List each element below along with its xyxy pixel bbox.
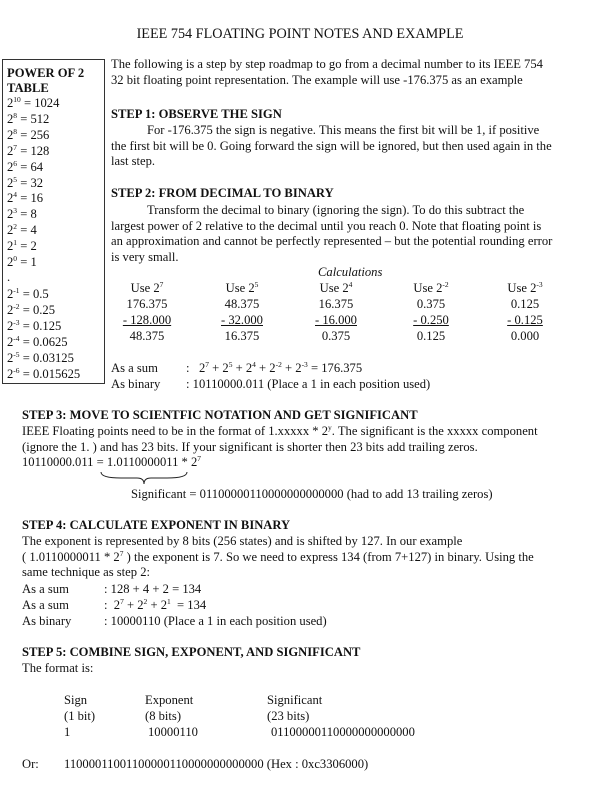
exponent-value: 10000110	[148, 725, 198, 739]
power-exponent: 8	[13, 110, 18, 120]
step2-line-1: Transform the decimal to binary (ignoring the sign). To do this subtract the	[147, 203, 525, 217]
calc-result-value: 48.375	[129, 329, 165, 343]
step2-binary-value: : 10110000.011 (Place a 1 in each position used)	[186, 377, 431, 391]
power-row	[7, 367, 104, 383]
step4-line-2-exp: 7	[119, 548, 124, 558]
exponent-header: Exponent	[145, 693, 194, 707]
exponent-size: (8 bits)	[145, 709, 182, 723]
calc-subtract-value: - 128.000	[122, 313, 172, 327]
calc-use-label	[206, 281, 278, 297]
step4-sum2-value: : $2^7 + 2^2 + 2^1 = 134$	[104, 597, 207, 612]
significant-brace	[99, 470, 189, 486]
power-value: = 0.125	[22, 318, 62, 333]
calc-result-value: 0.000	[510, 329, 540, 343]
power-base: 2	[7, 366, 14, 381]
step2-sum-label: As a sum	[111, 361, 158, 375]
power-base: 2	[7, 143, 14, 158]
power-base: 2	[7, 111, 14, 126]
power-value: = 512	[20, 111, 50, 126]
calc-subtract-value: - 0.250	[413, 313, 449, 327]
significant-header: Significant	[267, 693, 323, 707]
calc-result-value: 16.375	[224, 329, 260, 343]
power-base: 2	[7, 302, 14, 317]
power-row	[7, 128, 104, 144]
step5-format: The format is:	[22, 661, 94, 675]
sign-size: (1 bit)	[64, 709, 96, 723]
step4-binary-label: As binary	[22, 614, 72, 628]
equation-significant-part: 0110000011	[116, 455, 179, 469]
power-exponent: -6	[13, 365, 20, 375]
power-row	[7, 207, 104, 223]
step3-heading: STEP 3: MOVE TO SCIENTFIC NOTATION AND GET SIGNIFICANT	[22, 408, 418, 422]
power-exponent: 2	[13, 222, 18, 232]
calc-use-text: Use 2	[413, 281, 443, 295]
step1-paragraph	[111, 123, 596, 170]
calc-use-label	[111, 281, 183, 297]
power-exponent: 6	[13, 158, 18, 168]
calc-subtract-value: - 0.125	[507, 313, 543, 327]
power-base: 2	[7, 239, 14, 254]
step2-sum-expression: : $2^7 + 2^5 + 2^4 + 2^{-2} + 2^{-3} = 176.375$	[186, 360, 363, 375]
sign-header: Sign	[64, 693, 88, 707]
power-value: = 1024	[23, 96, 60, 110]
power-exponent: -2	[13, 301, 20, 311]
step4-line-2b: ) the exponent is 7. So we need to express 134 (from 7+127) in binary. Using the	[123, 549, 534, 564]
power-exponent: 8	[13, 126, 18, 136]
step2-line-3: an approximation and cannot be perfectly represented – but the potential rounding error	[111, 234, 553, 248]
power-value: = 0.25	[22, 302, 55, 317]
equation-left: 10110000.011 = 1.	[22, 455, 117, 469]
step4-line-1: The exponent is represented by 8 bits (256 states) and is shifted by 127. In our example	[22, 534, 463, 548]
equation-exp: 7	[197, 454, 202, 463]
calculations-title: Calculations	[318, 265, 383, 279]
significant-value: 01100000110000000000000	[271, 725, 415, 739]
step3-line-1	[22, 424, 597, 440]
calc-start-value: 176.375	[126, 297, 168, 311]
calc-start-value: 0.125	[510, 297, 540, 311]
power-value: = 0.0625	[22, 334, 68, 349]
step3-equation	[22, 455, 597, 471]
calc-use-exp: -2	[442, 280, 449, 289]
power-row	[7, 144, 104, 160]
calc-start-value: 48.375	[224, 297, 260, 311]
calc-start-value: 0.375	[416, 297, 446, 311]
power-row	[7, 287, 104, 303]
power-base: 2	[7, 334, 14, 349]
power-row	[7, 96, 104, 112]
power-exponent: -4	[13, 333, 20, 343]
power-row	[7, 112, 104, 128]
power-exponent: 1	[13, 238, 18, 248]
equation-times: * 2	[178, 455, 198, 469]
power-exponent: 7	[13, 142, 18, 152]
step4-heading: STEP 4: CALCULATE EXPONENT IN BINARY	[22, 518, 291, 532]
calc-use-label	[489, 281, 561, 297]
calc-subtract-value: - 16.000	[315, 313, 357, 327]
step3-line-1a: IEEE Floating points need to be in the format of 1.xxxxx * 2	[22, 424, 329, 438]
power-exponent: 5	[13, 174, 18, 184]
calc-use-text: Use 2	[507, 281, 537, 295]
step4-binary-value: : 10000110 (Place a 1 in each position used)	[104, 614, 327, 628]
calc-use-text: Use 2	[319, 281, 349, 295]
power-row	[7, 191, 104, 207]
calc-use-label	[395, 281, 467, 297]
power-value: = 128	[20, 143, 50, 158]
calc-use-label	[300, 281, 372, 297]
calc-result-value: 0.125	[416, 329, 446, 343]
sum2-colon: :	[104, 598, 108, 612]
sign-value: 1	[64, 725, 71, 739]
calc-use-exp: -3	[536, 280, 543, 289]
power-row	[7, 351, 104, 367]
power-base: 2	[7, 223, 14, 238]
calc-use-exp: 7	[159, 280, 164, 289]
power-base: 2	[7, 255, 14, 270]
step2-paragraph	[111, 203, 596, 265]
intro-paragraph	[111, 57, 591, 88]
power-exponent: -1	[13, 285, 20, 295]
power-value: = 32	[20, 175, 44, 190]
step2-line-2: largest power of 2 relative to the decimal until you reach 0. Note that floating point is	[111, 218, 542, 233]
step1-line-3: last step.	[111, 154, 156, 168]
power-value: = 4	[20, 223, 37, 238]
calc-start-value: 16.375	[318, 297, 354, 311]
step5-heading: STEP 5: COMBINE SIGN, EXPONENT, AND SIGNIFICANT	[22, 645, 361, 659]
step3-significant: Significant = 01100000110000000000000 (had to add 13 trailing zeros)	[131, 487, 493, 501]
power-base: 2	[7, 127, 14, 142]
step2-binary-label: As binary	[111, 377, 161, 391]
power-exponent: 10	[13, 95, 21, 104]
power-value: = 1	[20, 255, 37, 270]
step3-paragraph	[22, 424, 597, 471]
intro-line-2: 32 bit floating point representation. The example will use -176.375 as an example	[111, 72, 523, 87]
step4-sum2-label: As a sum	[22, 598, 69, 612]
step2-line-4: is very small.	[111, 249, 179, 264]
power-row	[7, 239, 104, 255]
power-exponent: 0	[13, 254, 18, 264]
step1-line-2: the first bit will be 0. Going forward the sign will be ignored, but then used again in the	[111, 138, 552, 153]
power-row	[7, 223, 104, 239]
calc-subtract-value: - 32.000	[221, 313, 263, 327]
step1-line-1: For -176.375 the sign is negative. This means the first bit will be 1, if positive	[147, 123, 540, 137]
sum-colon: :	[186, 361, 190, 375]
step4-line-3: same technique as step 2:	[22, 565, 150, 579]
power-base: 2	[7, 175, 14, 190]
power-value: = 2	[20, 239, 37, 254]
power-value: = 0.03125	[22, 350, 74, 365]
or-label: Or:	[22, 757, 39, 771]
calc-use-text: Use 2	[225, 281, 255, 295]
power-base: 2	[7, 286, 14, 301]
intro-line-1: The following is a step by step roadmap to go from a decimal number to its IEEE 754	[111, 57, 543, 71]
power-exponent: 3	[13, 206, 18, 216]
power-exponent: -3	[13, 317, 20, 327]
sum-equals: = 176.375	[310, 361, 363, 375]
power-of-2-table	[2, 59, 105, 384]
step3-line-1b: . The significant is the xxxxx component	[331, 424, 538, 438]
significant-size: (23 bits)	[267, 709, 310, 723]
power-exponent: 4	[13, 190, 18, 200]
power-row	[7, 335, 104, 351]
power-base: 2	[7, 96, 14, 110]
power-base: 2	[7, 350, 14, 365]
power-row	[7, 303, 104, 319]
calc-use-text: Use 2	[130, 281, 160, 295]
power-row	[7, 319, 104, 335]
positive-powers	[7, 96, 104, 271]
sum2-equals: = 134	[177, 598, 207, 612]
step4-sum1-value: : 128 + 4 + 2 = 134	[104, 582, 202, 596]
power-row	[7, 255, 104, 271]
power-value: = 256	[20, 127, 50, 142]
power-base: 2	[7, 318, 14, 333]
table-header-line1: POWER OF 2	[7, 66, 85, 80]
power-row	[7, 176, 104, 192]
power-base: 2	[7, 159, 14, 174]
power-value: = 8	[20, 207, 37, 222]
power-value: = 64	[20, 159, 44, 174]
step4-paragraph	[22, 534, 597, 581]
or-value: 11000011001100000110000000000000 (Hex : 0xc3306000)	[64, 757, 369, 771]
calc-result-value: 0.375	[321, 329, 351, 343]
calc-use-exp: 4	[348, 280, 353, 289]
step4-sum1-label: As a sum	[22, 582, 69, 596]
page-title: IEEE 754 FLOATING POINT NOTES AND EXAMPLE	[136, 26, 464, 42]
power-value: = 0.5	[22, 286, 49, 301]
step3-line-1-exp: y	[328, 423, 332, 432]
power-base: 2	[7, 191, 14, 206]
negative-powers	[7, 287, 104, 382]
step3-line-2: (ignore the 1. ) and has 23 bits. If your significant is shorter then 23 bits add trailing zeros.	[22, 439, 478, 454]
power-exponent: -5	[13, 349, 20, 359]
power-value: = 16	[20, 191, 44, 206]
power-row	[7, 160, 104, 176]
calc-use-exp: 5	[254, 280, 259, 289]
step4-line-2a: ( 1.0110000011 * 2	[22, 549, 120, 564]
step1-heading: STEP 1: OBSERVE THE SIGN	[111, 107, 282, 121]
step4-line-2	[22, 550, 597, 566]
table-dot: .	[7, 269, 11, 284]
power-value: = 0.015625	[22, 366, 81, 381]
step2-heading: STEP 2: FROM DECIMAL TO BINARY	[111, 186, 334, 200]
table-header-line2: TABLE	[7, 81, 49, 95]
power-base: 2	[7, 207, 14, 222]
